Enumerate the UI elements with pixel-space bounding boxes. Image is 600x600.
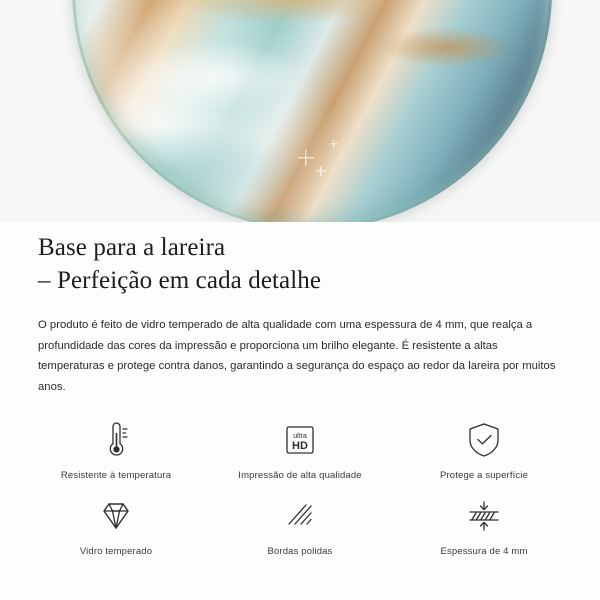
shield-check-icon [465,419,503,461]
svg-text:ultra: ultra [293,433,307,441]
feature-item-print-quality [208,419,392,481]
diamond-icon [96,495,136,537]
headline-line-2: – Perfeição em cada detalhe [38,266,322,294]
feature-item-temperature [24,419,208,481]
polished-edges-icon [280,495,320,537]
feature-caption: Protege a superfície [439,470,529,482]
feature-caption: Vidro temperado [79,546,153,558]
thickness-arrows-icon [463,495,505,537]
feature-caption: Espessura de 4 mm [440,546,528,558]
feature-caption: Bordas polidas [267,546,333,558]
content-area [0,222,600,557]
thermometer-icon [99,419,133,461]
description-paragraph: O produto é feito de vidro temperado de alta qualidade com uma espessura de 4 mm, que realça a profundidade das cores da impressão e proporciona um brilho elegante. É resistente a altas temperaturas e protege contra danos, garantindo a segurança do espaço ao redor da lareira por muitos anos. [38,319,556,393]
feature-caption: Resistente à temperatura [60,470,172,482]
feature-item-polished-edges [208,495,392,557]
hero-product-image [0,0,600,222]
feature-item-surface-protection [392,419,576,481]
feature-grid [24,419,576,557]
glass-plate-graphic [72,0,552,222]
headline-line-1: Base para a lareira [38,234,226,261]
ultra-hd-icon [280,419,320,461]
svg-text:HD: HD [292,440,308,453]
feature-caption: Impressão de alta qualidade [238,470,362,482]
feature-item-thickness [392,495,576,557]
feature-item-tempered-glass [24,495,208,557]
page-title [38,222,562,297]
